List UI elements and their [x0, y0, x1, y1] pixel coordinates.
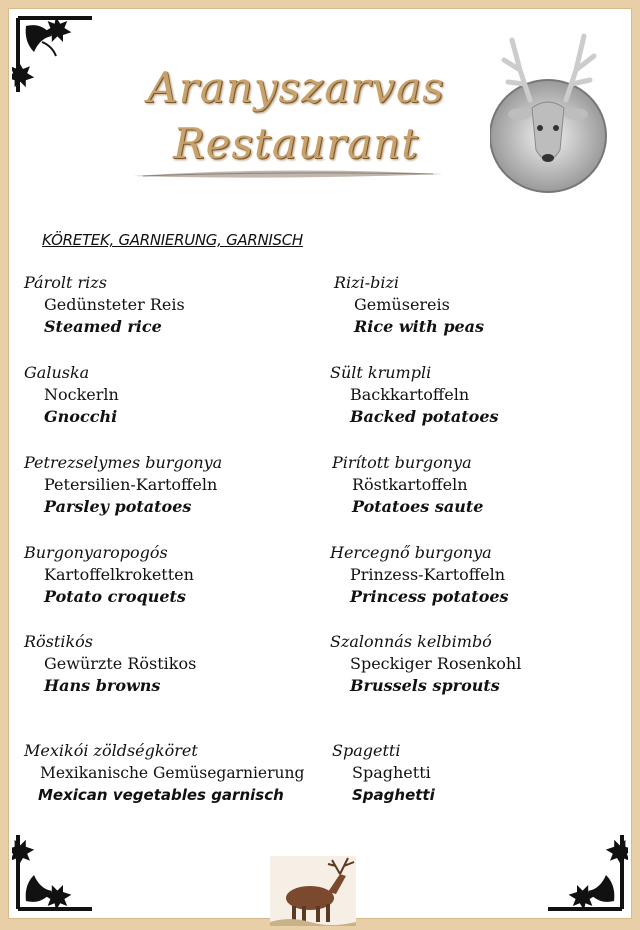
item-name-english: Potatoes saute — [352, 497, 484, 516]
item-name-english: Steamed rice — [44, 317, 162, 336]
item-name-hungarian: Galuska — [24, 363, 90, 382]
item-name-english: Princess potatoes — [350, 587, 509, 606]
bottom-left-corner-ornament-icon — [12, 825, 102, 915]
item-name-english: Hans browns — [44, 676, 161, 695]
item-name-german: Backkartoffeln — [350, 385, 470, 404]
menu-item — [24, 541, 304, 608]
deer-head-medallion-icon — [490, 30, 612, 198]
item-name-german: Speckiger Rosenkohl — [350, 654, 522, 673]
item-name-english: Spaghetti — [352, 786, 435, 804]
menu-item — [330, 630, 610, 697]
item-name-hungarian: Röstikós — [24, 632, 93, 651]
item-name-hungarian: Szalonnás kelbimbó — [330, 632, 492, 651]
item-name-hungarian: Burgonyaropogós — [24, 543, 168, 562]
item-name-english: Parsley potatoes — [44, 497, 192, 516]
menu-page — [8, 8, 632, 919]
top-left-corner-ornament-icon — [12, 12, 102, 102]
restaurant-title — [126, 60, 466, 172]
item-name-hungarian: Mexikói zöldségköret — [24, 741, 198, 760]
menu-item — [24, 361, 304, 428]
item-name-hungarian: Petrezselymes burgonya — [24, 453, 223, 472]
title-line-1: Aranyszarvas — [147, 63, 445, 112]
item-name-german: Prinzess-Kartoffeln — [350, 565, 506, 584]
item-name-german: Röstkartoffeln — [352, 475, 468, 494]
item-name-english: Backed potatoes — [350, 407, 499, 426]
item-name-english: Potato croquets — [44, 587, 186, 606]
item-name-hungarian: Pirított burgonya — [332, 453, 472, 472]
title-underline-swoosh — [133, 165, 443, 177]
item-name-english: Brussels sprouts — [350, 676, 500, 695]
section-heading: KÖRETEK, GARNIERUNG, GARNISCH — [42, 231, 303, 249]
title-line-2: Restaurant — [172, 119, 420, 168]
menu-item — [24, 630, 304, 697]
item-name-german: Mexikanische Gemüsegarnierung — [40, 764, 305, 782]
menu-item — [334, 271, 614, 338]
item-name-english: Gnocchi — [44, 407, 118, 426]
menu-item — [24, 271, 304, 338]
bottom-right-corner-ornament-icon — [538, 825, 628, 915]
item-name-german: Gewürzte Röstikos — [44, 654, 197, 673]
item-name-german: Gemüsereis — [354, 295, 450, 314]
item-name-german: Gedünsteter Reis — [44, 295, 185, 314]
stag-illustration-icon — [270, 856, 356, 926]
item-name-hungarian: Sült krumpli — [330, 363, 432, 382]
item-name-hungarian: Párolt rizs — [24, 273, 107, 292]
menu-item — [330, 361, 610, 428]
item-name-hungarian: Rizi-bizi — [334, 273, 400, 292]
menu-item — [332, 739, 612, 806]
item-name-hungarian: Spagetti — [332, 741, 401, 760]
menu-item — [332, 451, 612, 518]
menu-item — [24, 451, 304, 518]
item-name-german: Nockerln — [44, 385, 119, 404]
menu-item — [24, 739, 324, 806]
item-name-german: Petersilien-Kartoffeln — [44, 475, 218, 494]
item-name-german: Spaghetti — [352, 763, 431, 782]
item-name-english: Rice with peas — [354, 317, 485, 336]
item-name-english: Mexican vegetables garnisch — [38, 786, 284, 804]
item-name-hungarian: Hercegnő burgonya — [330, 543, 492, 562]
menu-item — [330, 541, 610, 608]
item-name-german: Kartoffelkroketten — [44, 565, 194, 584]
